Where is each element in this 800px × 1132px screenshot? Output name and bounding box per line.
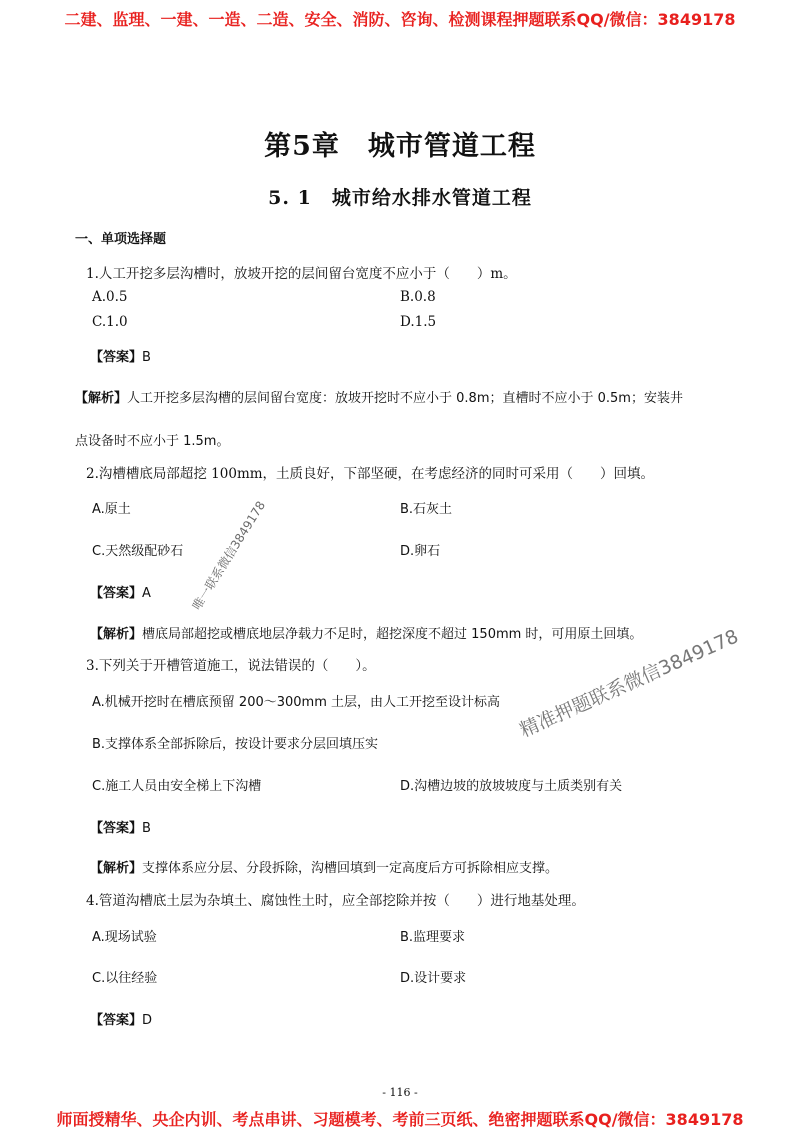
question-3-option-a: A.机械开挖时在槽底预留 200～300mm 土层，由人工开挖至设计标高 [92,695,501,710]
question-2-explanation [90,623,642,642]
question-1-answer [90,346,151,365]
question-1-option-b: B.0.8 [400,289,436,305]
answer-value: D [142,1013,153,1028]
footer-banner: 师面授精华、央企内训、考点串讲、习题模考、考前三页纸、绝密押题联系QQ/微信：3849178 [56,1110,744,1129]
question-1-explanation-cont: 点设备时不应小于 1.5m。 [75,434,230,449]
explanation-text: 支撑体系应分层、分段拆除，沟槽回填到一定高度后方可拆除相应支撑。 [142,861,559,876]
answer-label: 【答案】 [90,1013,143,1028]
question-4-stem: 4.管道沟槽底土层为杂填土、腐蚀性土时，应全部挖除并按（ ）进行地基处理。 [86,893,585,909]
watermark-diagonal: 精准押题联系微信3849178 [516,625,742,742]
chapter-title: 第5章 城市管道工程 [264,131,536,162]
question-1-option-d: D.1.5 [400,314,437,330]
question-3-answer [90,817,151,836]
question-1-option-a: A.0.5 [92,289,128,305]
header-banner: 二建、监理、一建、一造、二造、安全、消防、咨询、检测课程押题联系QQ/微信：3849178 [64,10,736,29]
question-4-option-d: D.设计要求 [400,971,467,986]
question-2-option-c: C.天然级配砂石 [92,544,184,559]
explanation-label: 【解析】 [75,391,128,406]
page-number: - 116 - [382,1086,418,1099]
question-4-option-b: B.监理要求 [400,930,466,945]
section-title: 5. 1 城市给水排水管道工程 [268,187,532,209]
question-3-option-d: D.沟槽边坡的放坡坡度与土质类别有关 [400,779,623,794]
question-4-option-c: C.以往经验 [92,971,158,986]
question-4-answer [90,1009,152,1028]
question-3-option-c: C.施工人员由安全梯上下沟槽 [92,779,262,794]
explanation-label: 【解析】 [90,861,143,876]
question-2-stem: 2.沟槽槽底局部超挖 100mm，土质良好，下部坚硬，在考虑经济的同时可采用（ ）回填。 [86,466,655,482]
question-2-option-b: B.石灰土 [400,502,453,517]
part-heading: 一、单项选择题 [75,232,167,247]
explanation-text: 人工开挖多层沟槽的层间留台宽度：放坡开挖时不应小于 0.8m；直槽时不应小于 0.5m；安装井 [127,391,683,406]
question-1-stem: 1.人工开挖多层沟槽时，放坡开挖的层间留台宽度不应小于（ ）m。 [86,266,517,282]
answer-label: 【答案】 [90,821,143,836]
question-2-option-a: A.原土 [92,502,131,517]
question-2-option-d: D.卵石 [400,544,441,559]
answer-value: A [142,586,151,601]
question-4-option-a: A.现场试验 [92,930,157,945]
explanation-text: 槽底局部超挖或槽底地层净载力不足时，超挖深度不超过 150mm 时，可用原土回填。 [142,627,643,642]
question-1-explanation [75,387,683,406]
answer-label: 【答案】 [90,586,143,601]
question-3-stem: 3.下列关于开槽管道施工，说法错误的（ ）。 [86,658,376,674]
question-3-explanation [90,857,558,876]
question-2-answer [90,582,151,601]
answer-value: B [142,350,151,365]
answer-value: B [142,821,151,836]
watermark-vertical: 唯一联系微信3849178 [189,498,269,613]
explanation-label: 【解析】 [90,627,143,642]
answer-label: 【答案】 [90,350,143,365]
question-3-option-b: B.支撑体系全部拆除后，按设计要求分层回填压实 [92,737,379,752]
question-1-option-c: C.1.0 [92,314,128,330]
